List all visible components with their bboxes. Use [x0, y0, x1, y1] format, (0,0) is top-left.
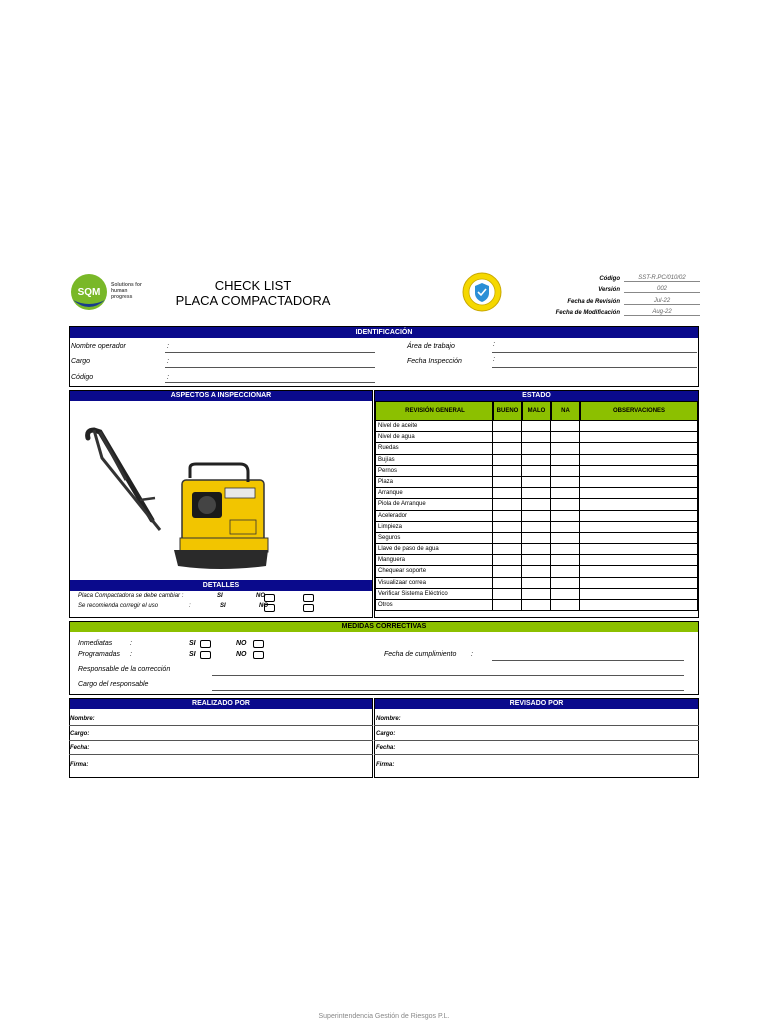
na-cell[interactable] — [551, 589, 580, 600]
bueno-cell[interactable] — [493, 566, 522, 577]
bueno-cell[interactable] — [493, 488, 522, 499]
inmediatas-no-checkbox[interactable] — [253, 640, 264, 648]
revisado-cargo-label: Cargo: — [376, 731, 396, 737]
na-cell[interactable] — [551, 555, 580, 566]
logo-text: SQM — [77, 287, 101, 298]
bueno-cell[interactable] — [493, 466, 522, 477]
row-label: Visualizaar correa — [375, 578, 493, 589]
inmediatas-label: Inmediatas — [78, 640, 113, 647]
detalles-title: DETALLES — [70, 580, 372, 591]
operador-label: Nombre operador — [71, 343, 126, 350]
table-body — [375, 421, 698, 611]
malo-cell[interactable] — [522, 600, 551, 611]
revisado-fecha-field[interactable] — [374, 754, 699, 755]
document-meta — [540, 270, 700, 316]
row-label: Pernos — [375, 466, 493, 477]
row-label: Limpieza — [375, 522, 493, 533]
certification-seal-icon — [462, 272, 502, 312]
colon: : — [493, 356, 495, 363]
malo-cell[interactable] — [522, 421, 551, 432]
revisado-cargo-field[interactable] — [374, 740, 699, 741]
realizado-firma-label: Firma: — [70, 762, 89, 768]
row-label: Piola de Arranque — [375, 499, 493, 510]
malo-cell[interactable] — [522, 488, 551, 499]
malo-cell[interactable] — [522, 511, 551, 522]
malo-cell[interactable] — [522, 477, 551, 488]
operador-field[interactable] — [165, 352, 375, 353]
row-label: Ruedas — [375, 443, 493, 454]
observaciones-cell[interactable] — [580, 566, 698, 577]
observaciones-cell[interactable] — [580, 589, 698, 600]
realizado-title: REALIZADO POR — [70, 699, 372, 709]
codigo-label: Código — [71, 374, 94, 381]
meta-row — [540, 293, 700, 305]
programadas-no: NO — [236, 651, 247, 658]
colon: : — [493, 341, 495, 348]
bueno-cell[interactable] — [493, 511, 522, 522]
table-row — [375, 522, 698, 533]
logo-tagline: Solutions for human progress — [111, 282, 142, 300]
inmediatas-si: SI — [189, 640, 196, 647]
codigo-field[interactable] — [165, 382, 375, 383]
detalles-no: NO — [259, 603, 268, 609]
table-row — [375, 544, 698, 555]
cargo-responsable-field[interactable] — [212, 690, 684, 691]
table-row — [375, 578, 698, 589]
bueno-cell[interactable] — [493, 522, 522, 533]
na-cell[interactable] — [551, 499, 580, 510]
cargo-field[interactable] — [165, 367, 375, 368]
observaciones-cell[interactable] — [580, 455, 698, 466]
area-label: Área de trabajo — [407, 343, 455, 350]
realizado-fecha-field[interactable] — [69, 754, 373, 755]
malo-cell[interactable] — [522, 522, 551, 533]
meta-label: Fecha de Modificación — [555, 310, 620, 316]
realizado-cargo-field[interactable] — [69, 740, 373, 741]
observaciones-cell[interactable] — [580, 522, 698, 533]
malo-cell[interactable] — [522, 455, 551, 466]
meta-row — [540, 305, 700, 317]
table-row — [375, 589, 698, 600]
cambiar-extra-checkbox[interactable] — [303, 594, 314, 602]
meta-value: Jul-22 — [624, 298, 700, 305]
bueno-cell[interactable] — [493, 544, 522, 555]
malo-cell[interactable] — [522, 544, 551, 555]
cargo-label: Cargo — [71, 358, 91, 365]
inspection-table — [375, 401, 698, 611]
row-label: Bujías — [375, 455, 493, 466]
meta-label: Código — [599, 275, 620, 282]
bueno-cell[interactable] — [493, 533, 522, 544]
table-row — [375, 455, 698, 466]
bueno-cell[interactable] — [493, 421, 522, 432]
identificacion-section — [69, 326, 699, 387]
realizado-fecha-label: Fecha: — [70, 745, 90, 751]
cargo-responsable-label: Cargo del responsable — [78, 681, 149, 688]
table-row — [375, 443, 698, 454]
table-row — [375, 421, 698, 432]
na-cell[interactable] — [551, 488, 580, 499]
detalles-si: SI — [220, 603, 226, 609]
row-label: Manguera — [375, 555, 493, 566]
document-title — [168, 278, 338, 308]
responsable-label: Responsable de la corrección — [78, 666, 171, 673]
row-label: Llave de paso de agua — [375, 544, 493, 555]
programadas-si-checkbox[interactable] — [200, 651, 211, 659]
meta-row — [540, 282, 700, 294]
aspectos-title: ASPECTOS A INSPECCIONAR — [70, 391, 372, 401]
area-field[interactable] — [492, 352, 697, 353]
meta-label: Fecha de Revisión — [567, 298, 620, 305]
revisado-fecha-label: Fecha: — [376, 745, 396, 751]
title-line2: PLACA COMPACTADORA — [175, 293, 331, 308]
row-label: Nivel de aceite — [375, 421, 493, 432]
malo-cell[interactable] — [522, 555, 551, 566]
detalles-no: NO — [256, 593, 265, 599]
realizado-nombre-label: Nombre: — [70, 716, 95, 722]
bueno-cell[interactable] — [493, 589, 522, 600]
malo-cell[interactable] — [522, 533, 551, 544]
table-row — [375, 499, 698, 510]
observaciones-cell[interactable] — [580, 488, 698, 499]
table-row — [375, 533, 698, 544]
na-cell[interactable] — [551, 578, 580, 589]
corregir-extra-checkbox[interactable] — [303, 604, 314, 612]
malo-cell[interactable] — [522, 432, 551, 443]
meta-value: Aug-22 — [624, 309, 700, 316]
na-cell[interactable] — [551, 421, 580, 432]
meta-value: SST-R.PC/010/02 — [624, 275, 700, 282]
na-cell[interactable] — [551, 432, 580, 443]
malo-cell[interactable] — [522, 566, 551, 577]
observaciones-cell[interactable] — [580, 511, 698, 522]
table-row — [375, 600, 698, 611]
row-label: Seguros — [375, 533, 493, 544]
malo-cell[interactable] — [522, 578, 551, 589]
compactor-plate-image — [80, 420, 270, 575]
malo-cell[interactable] — [522, 499, 551, 510]
cambiar-no-checkbox[interactable] — [264, 594, 275, 602]
responsable-field[interactable] — [212, 675, 684, 676]
programadas-si: SI — [189, 651, 196, 658]
title-line1: CHECK LIST — [214, 278, 292, 293]
observaciones-cell[interactable] — [580, 432, 698, 443]
na-cell[interactable] — [551, 533, 580, 544]
na-cell[interactable] — [551, 511, 580, 522]
detalles-row1: Placa Compactadora se debe cambiar : — [78, 593, 184, 599]
detalles-row2: Se recomienda corregir el uso — [78, 603, 159, 609]
bueno-cell[interactable] — [493, 443, 522, 454]
revisado-nombre-field[interactable] — [374, 725, 699, 726]
na-cell[interactable] — [551, 600, 580, 611]
colon: : — [167, 374, 169, 381]
realizado-cargo-label: Cargo: — [70, 731, 90, 737]
col-revision: REVISIÓN GENERAL — [375, 401, 493, 421]
na-cell[interactable] — [551, 522, 580, 533]
medidas-section — [69, 621, 699, 695]
fecha-label: Fecha Inspección — [407, 358, 462, 365]
programadas-label: Programadas — [78, 651, 121, 658]
page-footer: Superintendencia Gestión de Riesgos P.L. — [318, 1013, 450, 1020]
estado-title: ESTADO — [375, 391, 698, 401]
sqm-logo — [70, 272, 145, 314]
inmediatas-si-checkbox[interactable] — [200, 640, 211, 648]
observaciones-cell[interactable] — [580, 544, 698, 555]
inmediatas-no: NO — [236, 640, 247, 647]
bueno-cell[interactable] — [493, 600, 522, 611]
colon: : — [189, 603, 191, 609]
bueno-cell[interactable] — [493, 499, 522, 510]
fecha-cumplimiento-label: Fecha de cumplimiento — [384, 651, 457, 658]
colon: : — [167, 358, 169, 365]
identificacion-title: IDENTIFICACIÓN — [70, 327, 698, 338]
observaciones-cell[interactable] — [580, 421, 698, 432]
table-row — [375, 477, 698, 488]
row-label: Arranque — [375, 488, 493, 499]
fecha-cumplimiento-field[interactable] — [492, 660, 684, 661]
row-label: Chequear soporte — [375, 566, 493, 577]
malo-cell[interactable] — [522, 466, 551, 477]
meta-value: 002 — [624, 286, 700, 293]
bueno-cell[interactable] — [493, 455, 522, 466]
observaciones-cell[interactable] — [580, 533, 698, 544]
realizado-section — [69, 698, 373, 778]
col-observaciones: OBSERVACIONES — [580, 401, 698, 421]
colon: : — [471, 651, 473, 658]
revisado-nombre-label: Nombre: — [376, 716, 401, 722]
table-row — [375, 555, 698, 566]
colon: : — [167, 343, 169, 350]
malo-cell[interactable] — [522, 589, 551, 600]
row-label: Verificar Sistema Eléctrico — [375, 589, 493, 600]
table-row — [375, 566, 698, 577]
detalles-si: SI — [217, 593, 223, 599]
na-cell[interactable] — [551, 566, 580, 577]
fecha-field[interactable] — [492, 367, 697, 368]
revisado-section — [374, 698, 699, 778]
bueno-cell[interactable] — [493, 578, 522, 589]
na-cell[interactable] — [551, 455, 580, 466]
colon: : — [130, 651, 132, 658]
table-row — [375, 466, 698, 477]
observaciones-cell[interactable] — [580, 466, 698, 477]
col-na: NA — [551, 401, 580, 421]
observaciones-cell[interactable] — [580, 578, 698, 589]
table-row — [375, 432, 698, 443]
realizado-nombre-field[interactable] — [69, 725, 373, 726]
meta-row — [540, 270, 700, 282]
meta-label: Versión — [598, 287, 620, 293]
malo-cell[interactable] — [522, 443, 551, 454]
na-cell[interactable] — [551, 544, 580, 555]
observaciones-cell[interactable] — [580, 555, 698, 566]
observaciones-cell[interactable] — [580, 499, 698, 510]
row-label: Plaza — [375, 477, 493, 488]
table-row — [375, 488, 698, 499]
row-label: Otros — [375, 600, 493, 611]
col-bueno: BUENO — [493, 401, 522, 421]
row-label: Acelerador — [375, 511, 493, 522]
revisado-title: REVISADO POR — [375, 699, 698, 709]
revisado-firma-label: Firma: — [376, 762, 395, 768]
programadas-no-checkbox[interactable] — [253, 651, 264, 659]
corregir-no-checkbox[interactable] — [264, 604, 275, 612]
bueno-cell[interactable] — [493, 477, 522, 488]
medidas-title: MEDIDAS CORRECTIVAS — [70, 622, 698, 632]
na-cell[interactable] — [551, 466, 580, 477]
observaciones-cell[interactable] — [580, 477, 698, 488]
bueno-cell[interactable] — [493, 555, 522, 566]
observaciones-cell[interactable] — [580, 600, 698, 611]
colon: : — [130, 640, 132, 647]
na-cell[interactable] — [551, 477, 580, 488]
observaciones-cell[interactable] — [580, 443, 698, 454]
bueno-cell[interactable] — [493, 432, 522, 443]
na-cell[interactable] — [551, 443, 580, 454]
row-label: Nivel de agua — [375, 432, 493, 443]
col-malo: MALO — [522, 401, 551, 421]
table-row — [375, 511, 698, 522]
table-header — [375, 401, 698, 421]
